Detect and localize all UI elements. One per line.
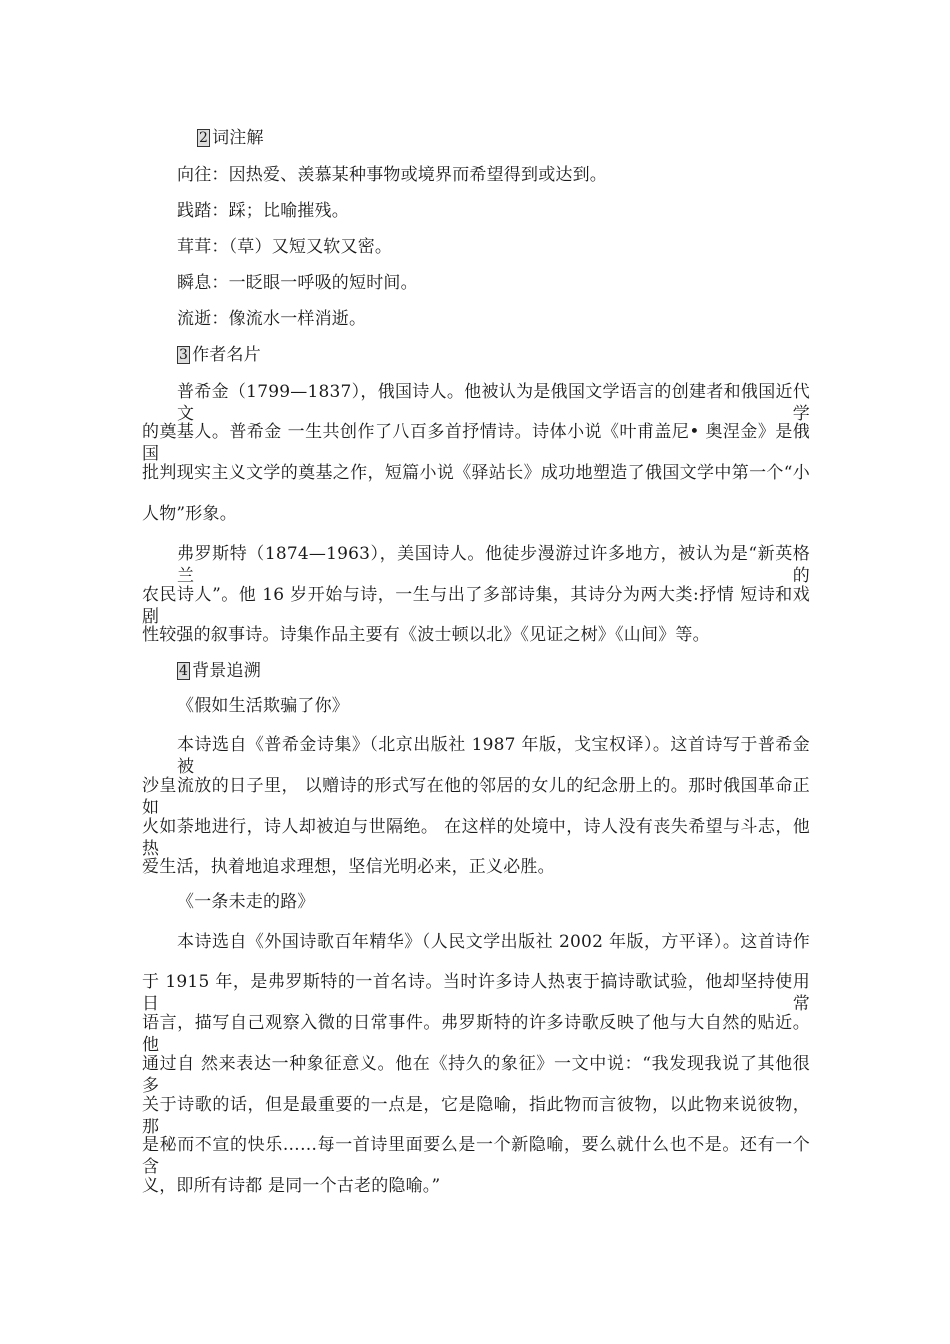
- background-paragraph-line: 义，即所有诗都 是同一个古老的隐喻。”: [142, 1176, 441, 1196]
- background-paragraph-line: 于 1915 年，是弗罗斯特的一首名诗。当时许多诗人热衷于搞诗歌试验，他却坚持使用日常: [142, 972, 810, 1014]
- background-paragraph-line: 语言，描写自己观察入微的日常事件。弗罗斯特的许多诗歌反映了他与大自然的贴近。他: [142, 1013, 810, 1055]
- section-heading-glossary: [197, 127, 810, 149]
- author-paragraph-line: 批判现实主义文学的奠基之作，短篇小说《驿站长》成功地塑造了俄国文学中第一个“小: [142, 463, 810, 483]
- author-paragraph-line: 农民诗人”。他 16 岁开始与诗，一生与出了多部诗集，其诗分为两大类:抒情 短诗和戏剧: [142, 585, 810, 627]
- section-number: 4: [179, 663, 189, 679]
- poem-title: 《假如生活欺骗了你》: [177, 696, 349, 716]
- poem-title: 《一条未走的路》: [177, 892, 315, 912]
- author-paragraph-line: 的奠基人。普希金 一生共创作了八百多首抒情诗。诗体小说《叶甫盖尼• 奥涅金》是俄国: [142, 422, 810, 464]
- background-paragraph-line: 本诗选自《普希金诗集》（北京出版社 1987 年版，戈宝权译）。这首诗写于普希金被: [177, 735, 810, 777]
- section-heading-authors: [177, 344, 810, 366]
- background-paragraph-line: 是秘而不宣的快乐……每一首诗里面要么是一个新隐喻，要么就什么也不是。还有一个含: [142, 1135, 810, 1177]
- author-paragraph-line: 普希金（1799—1837），俄国诗人。他被认为是俄国文学语言的创建者和俄国近代文学: [177, 382, 810, 424]
- glossary-item: 瞬息：一眨眼一呼吸的短时间。: [177, 273, 418, 293]
- background-paragraph-line: 本诗选自《外国诗歌百年精华》（人民文学出版社 2002 年版，方平译）。这首诗作: [177, 932, 810, 952]
- background-paragraph-line: 火如荼地进行，诗人却被迫与世隔绝。 在这样的处境中，诗人没有丧失希望与斗志，他热: [142, 817, 810, 859]
- section-title: 背景追溯: [192, 661, 261, 681]
- section-number: 2: [199, 130, 209, 146]
- background-paragraph-line: 关于诗歌的话，但是最重要的一点是，它是隐喻，指此物而言彼物，以此物来说彼物， 那: [142, 1095, 810, 1137]
- glossary-item: 流逝：像流水一样消逝。: [177, 309, 367, 329]
- author-paragraph-line: 人物”形象。: [142, 504, 237, 524]
- author-paragraph-line: 弗罗斯特（1874—1963），美国诗人。他徒步漫游过许多地方，被认为是“新英格兰的: [177, 544, 810, 586]
- background-paragraph-line: 通过自 然来表达一种象征意义。他在《持久的象征》一文中说：“我发现我说了其他很多: [142, 1054, 810, 1096]
- glossary-item: 茸茸：（草）又短又软又密。: [177, 237, 393, 257]
- section-heading-background: [177, 660, 810, 682]
- glossary-item: 践踏：踩；比喻摧残。: [177, 201, 349, 221]
- background-paragraph-line: 沙皇流放的日子里， 以赠诗的形式写在他的邻居的女儿的纪念册上的。那时俄国革命正如: [142, 776, 810, 818]
- background-paragraph-line: 爱生活，执着地追求理想，坚信光明必来，正义必胜。: [142, 857, 555, 877]
- section-title: 词注解: [212, 128, 264, 148]
- section-title: 作者名片: [192, 345, 261, 365]
- glossary-item: 向往：因热爱、羡慕某种事物或境界而希望得到或达到。: [177, 165, 607, 185]
- author-paragraph-line: 性较强的叙事诗。诗集作品主要有《波士顿以北》《见证之树》《山间》等。: [142, 625, 710, 645]
- section-number: 3: [179, 347, 189, 363]
